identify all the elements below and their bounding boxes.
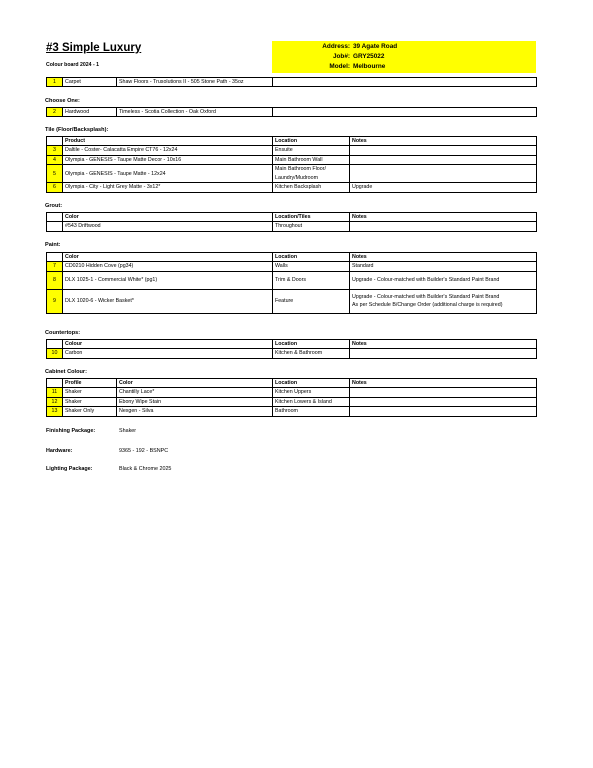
- choose-one-label: Choose One:: [45, 98, 80, 104]
- column-header: Colour: [63, 340, 273, 349]
- item-number: 11: [47, 388, 63, 397]
- tile-label: Tile (Floor/Backsplash):: [45, 127, 109, 133]
- model-label: Model:: [329, 63, 350, 70]
- column-header: Location: [273, 137, 350, 146]
- notes-cell: [350, 146, 537, 155]
- product-cell: Daltile - Coster- Calacatta Empire CT76 - 12x24: [63, 146, 273, 155]
- location-cell: Walls: [273, 262, 350, 271]
- location-cell: Main Bathroom Wall: [273, 155, 350, 164]
- column-header: Location/Tiles: [273, 213, 350, 222]
- table-row: [47, 155, 537, 164]
- hardwood-table: [46, 107, 537, 117]
- grout-table: [46, 212, 537, 232]
- carpet-desc: Shaw Floors - Trusolutions II - 505 Stone Path - 35oz: [117, 78, 273, 87]
- product-cell: Olympia - GENESIS - Taupe Matte Decor - 10x16: [63, 155, 273, 164]
- table-row: [47, 349, 537, 358]
- item-number: 8: [47, 271, 63, 289]
- item-number: 12: [47, 397, 63, 406]
- color-cell: Ebony Wipe Stain: [117, 397, 273, 406]
- notes-line: Upgrade - Colour-matched with Builder's Standard Paint Brand: [352, 293, 500, 300]
- page-subtitle: Colour board 2024 - 1: [46, 62, 100, 68]
- tile-table: [46, 136, 537, 193]
- cabinet-label: Cabinet Colour:: [45, 369, 87, 375]
- table-header-row: [47, 379, 537, 388]
- table-row: [47, 407, 537, 416]
- job-info-box: [272, 41, 536, 73]
- notes-cell: [350, 407, 537, 416]
- countertops-label: Countertops:: [45, 330, 81, 336]
- color-cell: DLX 1020-6 - Wicker Basket*: [63, 289, 273, 313]
- empty-cell: [47, 340, 63, 349]
- column-header: Product: [63, 137, 273, 146]
- column-header: Color: [63, 213, 273, 222]
- hardware-label: Hardware:: [46, 448, 73, 454]
- lighting-package-value: Black & Chrome 2025: [119, 466, 172, 472]
- empty-cell: [47, 253, 63, 262]
- paint-label: Paint:: [45, 242, 61, 248]
- column-header: Color: [63, 253, 273, 262]
- notes-cell: [350, 349, 537, 358]
- location-cell: Bathroom: [273, 407, 350, 416]
- table-row: [47, 388, 537, 397]
- cabinet-table: [46, 378, 537, 417]
- product-cell: Olympia - City - Light Grey Matte - 3x12*: [63, 183, 273, 192]
- table-row: [47, 222, 537, 231]
- table-row: [47, 165, 537, 183]
- notes-cell: [350, 289, 537, 313]
- product-cell: Olympia - GENESIS - Taupe Matte - 12x24: [63, 165, 273, 183]
- location-line: Laundry/Mudroom: [275, 174, 318, 181]
- notes-cell: Upgrade: [350, 183, 537, 192]
- table-row: [47, 271, 537, 289]
- item-number: 9: [47, 289, 63, 313]
- location-cell: Kitchen Lowers & Island: [273, 397, 350, 406]
- notes-cell: [350, 165, 537, 183]
- column-header: Notes: [350, 213, 537, 222]
- address-value: 39 Agate Road: [353, 43, 398, 50]
- column-header: Location: [273, 379, 350, 388]
- hardware-value: 9365 - 192 - BSNPC: [119, 448, 169, 454]
- item-number: 3: [47, 146, 63, 155]
- profile-cell: Shaker: [63, 388, 117, 397]
- location-cell: Ensuite: [273, 146, 350, 155]
- location-cell: Feature: [273, 289, 350, 313]
- location-line: Main Bathroom Floor/: [275, 166, 326, 173]
- notes-cell: [350, 397, 537, 406]
- column-header: Notes: [350, 340, 537, 349]
- grout-label: Grout:: [45, 203, 63, 209]
- empty-cell: [273, 108, 537, 117]
- column-header: Notes: [350, 253, 537, 262]
- empty-cell: [47, 222, 63, 231]
- location-cell: [273, 165, 350, 183]
- color-cell: DLX 1025-1 - Commercial White* (pg1): [63, 271, 273, 289]
- item-number: 10: [47, 349, 63, 358]
- item-number: 2: [47, 108, 63, 117]
- model-row: [272, 63, 536, 70]
- table-row: [47, 397, 537, 406]
- item-number: 5: [47, 165, 63, 183]
- finishing-package-value: Shaker: [119, 428, 137, 434]
- column-header: Color: [117, 379, 273, 388]
- column-header: Notes: [350, 379, 537, 388]
- notes-cell: Upgrade - Colour-matched with Builder's Standard Paint Brand: [350, 271, 537, 289]
- column-header: Location: [273, 340, 350, 349]
- column-header: Location: [273, 253, 350, 262]
- location-cell: Kitchen Backsplash: [273, 183, 350, 192]
- color-cell: Nexgen - Silva: [117, 407, 273, 416]
- carpet-table: [46, 77, 537, 87]
- column-header: Notes: [350, 137, 537, 146]
- item-number: 4: [47, 155, 63, 164]
- address-row: [272, 43, 536, 50]
- table-row: [47, 78, 537, 87]
- model-value: Melbourne: [353, 63, 386, 70]
- table-header-row: [47, 137, 537, 146]
- job-row: [272, 53, 536, 60]
- empty-cell: [47, 213, 63, 222]
- job-value: GRY25022: [353, 53, 385, 60]
- finishing-package-label: Finishing Package:: [46, 428, 96, 434]
- table-row: [47, 146, 537, 155]
- location-cell: Kitchen & Bathroom: [273, 349, 350, 358]
- color-cell: CD0210 Hidden Cove (pg34): [63, 262, 273, 271]
- notes-cell: Standard: [350, 262, 537, 271]
- empty-cell: [47, 137, 63, 146]
- empty-cell: [47, 379, 63, 388]
- colour-cell: Carbon: [63, 349, 273, 358]
- page-title: #3 Simple Luxury: [46, 42, 142, 54]
- location-cell: Kitchen Uppers: [273, 388, 350, 397]
- profile-cell: Shaker: [63, 397, 117, 406]
- location-cell: Trim & Doors: [273, 271, 350, 289]
- table-header-row: [47, 213, 537, 222]
- hardwood-desc: Timeless - Scotia Collection - Oak Oxford: [117, 108, 273, 117]
- countertops-table: [46, 339, 537, 359]
- item-number: 7: [47, 262, 63, 271]
- color-cell: #543 Driftwood: [63, 222, 273, 231]
- item-number: 6: [47, 183, 63, 192]
- table-row: [47, 108, 537, 117]
- profile-cell: Shaker Only: [63, 407, 117, 416]
- notes-cell: [350, 388, 537, 397]
- empty-cell: [273, 78, 537, 87]
- color-cell: Chantilly Lace*: [117, 388, 273, 397]
- address-label: Address:: [322, 43, 350, 50]
- item-number: 13: [47, 407, 63, 416]
- table-header-row: [47, 340, 537, 349]
- notes-line: As per Schedule B/Change Order (additional charge is required): [352, 302, 503, 309]
- location-cell: Throughout: [273, 222, 350, 231]
- paint-table: [46, 252, 537, 314]
- table-row: [47, 262, 537, 271]
- notes-cell: [350, 222, 537, 231]
- carpet-item: Carpet: [63, 78, 117, 87]
- item-number: 1: [47, 78, 63, 87]
- column-header: Profile: [63, 379, 117, 388]
- lighting-package-label: Lighting Package:: [46, 466, 93, 472]
- job-label: Job#:: [332, 53, 350, 60]
- notes-cell: [350, 155, 537, 164]
- table-row: [47, 183, 537, 192]
- table-row: [47, 289, 537, 313]
- table-header-row: [47, 253, 537, 262]
- hardwood-item: Hardwood: [63, 108, 117, 117]
